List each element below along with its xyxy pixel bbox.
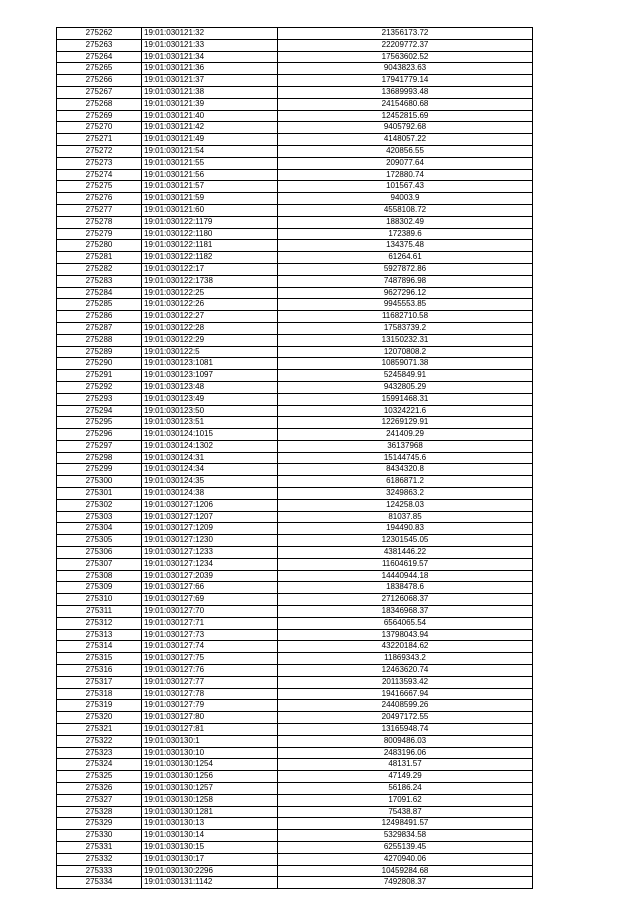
table-row — [57, 783, 533, 795]
cadastral-value: 17091.62 — [278, 794, 533, 806]
table-row — [57, 865, 533, 877]
cadastral-number: 19:01:030127:70 — [142, 606, 278, 618]
cadastral-number: 19:01:030121:56 — [142, 169, 278, 181]
table-row — [57, 853, 533, 865]
table-row — [57, 122, 533, 134]
row-number: 275301 — [57, 488, 142, 500]
cadastral-value: 2483196.06 — [278, 747, 533, 759]
row-number: 275308 — [57, 570, 142, 582]
cadastral-number: 19:01:030122:1180 — [142, 228, 278, 240]
cadastral-value: 4381446.22 — [278, 547, 533, 559]
cadastral-value: 15991468.31 — [278, 393, 533, 405]
row-number: 275266 — [57, 75, 142, 87]
table-row — [57, 263, 533, 275]
cadastral-value: 7492808.37 — [278, 877, 533, 889]
row-number: 275307 — [57, 558, 142, 570]
cadastral-value: 21356173.72 — [278, 28, 533, 40]
table-row — [57, 818, 533, 830]
row-number: 275274 — [57, 169, 142, 181]
table-row — [57, 193, 533, 205]
cadastral-value: 18346968.37 — [278, 606, 533, 618]
cadastral-value: 3249863.2 — [278, 488, 533, 500]
cadastral-number: 19:01:030130:1257 — [142, 783, 278, 795]
cadastral-value: 43220184.62 — [278, 641, 533, 653]
row-number: 275298 — [57, 452, 142, 464]
cadastral-number: 19:01:030123:1081 — [142, 358, 278, 370]
cadastral-value: 12269129.91 — [278, 417, 533, 429]
cadastral-value: 17583739.2 — [278, 322, 533, 334]
table-row — [57, 86, 533, 98]
table-row — [57, 841, 533, 853]
row-number: 275296 — [57, 429, 142, 441]
cadastral-number: 19:01:030122:28 — [142, 322, 278, 334]
table-row — [57, 547, 533, 559]
cadastral-value: 20497172.55 — [278, 712, 533, 724]
cadastral-value: 420856.55 — [278, 145, 533, 157]
table-row — [57, 735, 533, 747]
cadastral-number: 19:01:030127:66 — [142, 582, 278, 594]
cadastral-number: 19:01:030121:34 — [142, 51, 278, 63]
cadastral-number: 19:01:030127:1234 — [142, 558, 278, 570]
cadastral-number: 19:01:030122:1181 — [142, 240, 278, 252]
cadastral-value: 172880.74 — [278, 169, 533, 181]
table-row — [57, 28, 533, 40]
cadastral-value: 11682710.58 — [278, 311, 533, 323]
cadastral-value: 172389.6 — [278, 228, 533, 240]
table-row — [57, 63, 533, 75]
row-number: 275315 — [57, 653, 142, 665]
row-number: 275281 — [57, 252, 142, 264]
row-number: 275284 — [57, 287, 142, 299]
row-number: 275272 — [57, 145, 142, 157]
cadastral-value: 188302.49 — [278, 216, 533, 228]
table-row — [57, 676, 533, 688]
row-number: 275305 — [57, 535, 142, 547]
cadastral-number: 19:01:030130:1254 — [142, 759, 278, 771]
cadastral-value: 56186.24 — [278, 783, 533, 795]
cadastral-number: 19:01:030121:42 — [142, 122, 278, 134]
cadastral-value: 17941779.14 — [278, 75, 533, 87]
table-row — [57, 771, 533, 783]
row-number: 275287 — [57, 322, 142, 334]
table-row — [57, 417, 533, 429]
table-body — [57, 28, 533, 889]
cadastral-value: 94003.9 — [278, 193, 533, 205]
cadastral-value: 12301545.05 — [278, 535, 533, 547]
row-number: 275333 — [57, 865, 142, 877]
row-number: 275324 — [57, 759, 142, 771]
cadastral-number: 19:01:030123:49 — [142, 393, 278, 405]
row-number: 275306 — [57, 547, 142, 559]
cadastral-number: 19:01:030122:17 — [142, 263, 278, 275]
cadastral-number: 19:01:030127:79 — [142, 700, 278, 712]
cadastral-value: 12498491.57 — [278, 818, 533, 830]
row-number: 275277 — [57, 204, 142, 216]
table-row — [57, 98, 533, 110]
row-number: 275330 — [57, 830, 142, 842]
cadastral-number: 19:01:030127:80 — [142, 712, 278, 724]
row-number: 275264 — [57, 51, 142, 63]
table-row — [57, 370, 533, 382]
cadastral-value: 75438.87 — [278, 806, 533, 818]
row-number: 275320 — [57, 712, 142, 724]
cadastral-value: 14440944.18 — [278, 570, 533, 582]
row-number: 275278 — [57, 216, 142, 228]
table-row — [57, 511, 533, 523]
cadastral-value: 12070808.2 — [278, 346, 533, 358]
cadastral-number: 19:01:030127:1209 — [142, 523, 278, 535]
cadastral-number: 19:01:030130:10 — [142, 747, 278, 759]
cadastral-value: 9945553.85 — [278, 299, 533, 311]
cadastral-number: 19:01:030122:26 — [142, 299, 278, 311]
row-number: 275293 — [57, 393, 142, 405]
cadastral-number: 19:01:030127:74 — [142, 641, 278, 653]
cadastral-value: 47149.29 — [278, 771, 533, 783]
cadastral-value: 11604619.57 — [278, 558, 533, 570]
cadastral-number: 19:01:030130:1281 — [142, 806, 278, 818]
cadastral-value: 10859071.38 — [278, 358, 533, 370]
table-row — [57, 75, 533, 87]
cadastral-value: 10459284.68 — [278, 865, 533, 877]
cadastral-value: 27126068.37 — [278, 594, 533, 606]
row-number: 275323 — [57, 747, 142, 759]
row-number: 275316 — [57, 665, 142, 677]
row-number: 275312 — [57, 617, 142, 629]
cadastral-number: 19:01:030121:37 — [142, 75, 278, 87]
table-row — [57, 535, 533, 547]
cadastral-value: 36137968 — [278, 440, 533, 452]
row-number: 275262 — [57, 28, 142, 40]
table-row — [57, 405, 533, 417]
cadastral-value: 24408599.26 — [278, 700, 533, 712]
row-number: 275314 — [57, 641, 142, 653]
cadastral-value: 134375.48 — [278, 240, 533, 252]
cadastral-value: 4270940.06 — [278, 853, 533, 865]
cadastral-number: 19:01:030130:15 — [142, 841, 278, 853]
cadastral-number: 19:01:030122:25 — [142, 287, 278, 299]
table-row — [57, 429, 533, 441]
cadastral-number: 19:01:030127:71 — [142, 617, 278, 629]
cadastral-number: 19:01:030130:14 — [142, 830, 278, 842]
row-number: 275304 — [57, 523, 142, 535]
table-row — [57, 393, 533, 405]
cadastral-number: 19:01:030123:48 — [142, 381, 278, 393]
cadastral-value: 13150232.31 — [278, 334, 533, 346]
row-number: 275319 — [57, 700, 142, 712]
table-row — [57, 358, 533, 370]
cadastral-value: 4148057.22 — [278, 134, 533, 146]
cadastral-value: 101567.43 — [278, 181, 533, 193]
cadastral-number: 19:01:030121:32 — [142, 28, 278, 40]
cadastral-value: 7487896.98 — [278, 275, 533, 287]
cadastral-value: 11869343.2 — [278, 653, 533, 665]
cadastral-number: 19:01:030127:2039 — [142, 570, 278, 582]
cadastral-number: 19:01:030130:1258 — [142, 794, 278, 806]
table-row — [57, 51, 533, 63]
table-row — [57, 216, 533, 228]
cadastral-value: 5927872.86 — [278, 263, 533, 275]
row-number: 275332 — [57, 853, 142, 865]
row-number: 275283 — [57, 275, 142, 287]
cadastral-value: 194490.83 — [278, 523, 533, 535]
cadastral-number: 19:01:030127:73 — [142, 629, 278, 641]
table-row — [57, 346, 533, 358]
table-row — [57, 759, 533, 771]
table-row — [57, 617, 533, 629]
table-row — [57, 747, 533, 759]
table-row — [57, 724, 533, 736]
table-row — [57, 287, 533, 299]
cadastral-number: 19:01:030122:1738 — [142, 275, 278, 287]
row-number: 275270 — [57, 122, 142, 134]
table-row — [57, 606, 533, 618]
table-row — [57, 806, 533, 818]
table-row — [57, 311, 533, 323]
cadastral-value: 13689993.48 — [278, 86, 533, 98]
cadastral-number: 19:01:030121:39 — [142, 98, 278, 110]
cadastral-number: 19:01:030121:55 — [142, 157, 278, 169]
table-row — [57, 629, 533, 641]
table-row — [57, 145, 533, 157]
cadastral-number: 19:01:030127:69 — [142, 594, 278, 606]
cadastral-value: 1838478.6 — [278, 582, 533, 594]
cadastral-number: 19:01:030121:36 — [142, 63, 278, 75]
table-row — [57, 134, 533, 146]
cadastral-value: 12463620.74 — [278, 665, 533, 677]
row-number: 275282 — [57, 263, 142, 275]
cadastral-number: 19:01:030127:1206 — [142, 499, 278, 511]
row-number: 275290 — [57, 358, 142, 370]
cadastral-number: 19:01:030124:34 — [142, 464, 278, 476]
table-row — [57, 169, 533, 181]
table-row — [57, 712, 533, 724]
cadastral-number: 19:01:030130:1 — [142, 735, 278, 747]
row-number: 275318 — [57, 688, 142, 700]
row-number: 275303 — [57, 511, 142, 523]
row-number: 275289 — [57, 346, 142, 358]
row-number: 275327 — [57, 794, 142, 806]
cadastral-value: 17563602.52 — [278, 51, 533, 63]
row-number: 275276 — [57, 193, 142, 205]
row-number: 275294 — [57, 405, 142, 417]
row-number: 275269 — [57, 110, 142, 122]
cadastral-number: 19:01:030127:78 — [142, 688, 278, 700]
row-number: 275325 — [57, 771, 142, 783]
table-row — [57, 499, 533, 511]
cadastral-value: 124258.03 — [278, 499, 533, 511]
table-row — [57, 594, 533, 606]
row-number: 275329 — [57, 818, 142, 830]
cadastral-number: 19:01:030124:1302 — [142, 440, 278, 452]
cadastral-number: 19:01:030121:40 — [142, 110, 278, 122]
cadastral-number: 19:01:030122:27 — [142, 311, 278, 323]
row-number: 275311 — [57, 606, 142, 618]
cadastral-value: 12452815.69 — [278, 110, 533, 122]
table-row — [57, 488, 533, 500]
row-number: 275273 — [57, 157, 142, 169]
table-row — [57, 157, 533, 169]
table-row — [57, 452, 533, 464]
cadastral-value: 24154680.68 — [278, 98, 533, 110]
table-row — [57, 700, 533, 712]
cadastral-value: 9432805.29 — [278, 381, 533, 393]
row-number: 275263 — [57, 39, 142, 51]
row-number: 275295 — [57, 417, 142, 429]
table-row — [57, 240, 533, 252]
table-row — [57, 570, 533, 582]
row-number: 275322 — [57, 735, 142, 747]
cadastral-value: 8434320.8 — [278, 464, 533, 476]
cadastral-number: 19:01:030122:1179 — [142, 216, 278, 228]
row-number: 275292 — [57, 381, 142, 393]
table-row — [57, 877, 533, 889]
cadastral-value: 5329834.58 — [278, 830, 533, 842]
cadastral-number: 19:01:030127:1207 — [142, 511, 278, 523]
cadastral-number: 19:01:030130:17 — [142, 853, 278, 865]
table-row — [57, 204, 533, 216]
cadastral-number: 19:01:030121:49 — [142, 134, 278, 146]
cadastral-number: 19:01:030127:76 — [142, 665, 278, 677]
cadastral-number: 19:01:030121:57 — [142, 181, 278, 193]
row-number: 275300 — [57, 476, 142, 488]
cadastral-number: 19:01:030124:35 — [142, 476, 278, 488]
cadastral-value: 5245849.91 — [278, 370, 533, 382]
cadastral-value: 241409.29 — [278, 429, 533, 441]
table-row — [57, 653, 533, 665]
table-row — [57, 582, 533, 594]
table-row — [57, 228, 533, 240]
table-row — [57, 334, 533, 346]
cadastral-number: 19:01:030127:77 — [142, 676, 278, 688]
table-row — [57, 381, 533, 393]
cadastral-number: 19:01:030130:13 — [142, 818, 278, 830]
cadastral-number: 19:01:030122:29 — [142, 334, 278, 346]
cadastral-value: 8009486.03 — [278, 735, 533, 747]
cadastral-number: 19:01:030127:75 — [142, 653, 278, 665]
cadastral-value: 9627296.12 — [278, 287, 533, 299]
cadastral-value: 15144745.6 — [278, 452, 533, 464]
cadastral-value: 209077.64 — [278, 157, 533, 169]
cadastral-value: 13165948.74 — [278, 724, 533, 736]
table-row — [57, 39, 533, 51]
cadastral-value: 9043823.63 — [278, 63, 533, 75]
cadastral-value: 19416667.94 — [278, 688, 533, 700]
cadastral-value: 13798043.94 — [278, 629, 533, 641]
table-row — [57, 641, 533, 653]
row-number: 275297 — [57, 440, 142, 452]
table-row — [57, 688, 533, 700]
cadastral-number: 19:01:030123:1097 — [142, 370, 278, 382]
row-number: 275285 — [57, 299, 142, 311]
row-number: 275302 — [57, 499, 142, 511]
cadastral-number: 19:01:030124:1015 — [142, 429, 278, 441]
row-number: 275268 — [57, 98, 142, 110]
table-row — [57, 110, 533, 122]
row-number: 275288 — [57, 334, 142, 346]
cadastral-value: 10324221.6 — [278, 405, 533, 417]
cadastral-value: 20113593.42 — [278, 676, 533, 688]
row-number: 275328 — [57, 806, 142, 818]
cadastral-number: 19:01:030130:1256 — [142, 771, 278, 783]
cadastral-number: 19:01:030127:1230 — [142, 535, 278, 547]
row-number: 275280 — [57, 240, 142, 252]
row-number: 275265 — [57, 63, 142, 75]
cadastral-number: 19:01:030130:2296 — [142, 865, 278, 877]
cadastral-number: 19:01:030123:51 — [142, 417, 278, 429]
table-row — [57, 322, 533, 334]
row-number: 275310 — [57, 594, 142, 606]
row-number: 275279 — [57, 228, 142, 240]
cadastral-value: 61264.61 — [278, 252, 533, 264]
table-row — [57, 252, 533, 264]
row-number: 275334 — [57, 877, 142, 889]
table-row — [57, 665, 533, 677]
row-number: 275313 — [57, 629, 142, 641]
table-row — [57, 523, 533, 535]
cadastral-value: 81037.85 — [278, 511, 533, 523]
table-row — [57, 299, 533, 311]
table-row — [57, 464, 533, 476]
cadastral-number: 19:01:030131:1142 — [142, 877, 278, 889]
row-number: 275267 — [57, 86, 142, 98]
cadastral-number: 19:01:030121:54 — [142, 145, 278, 157]
cadastral-value: 4558108.72 — [278, 204, 533, 216]
row-number: 275299 — [57, 464, 142, 476]
table-row — [57, 830, 533, 842]
cadastral-number: 19:01:030123:50 — [142, 405, 278, 417]
row-number: 275331 — [57, 841, 142, 853]
cadastral-number: 19:01:030121:59 — [142, 193, 278, 205]
cadastral-number: 19:01:030122:5 — [142, 346, 278, 358]
table-row — [57, 558, 533, 570]
cadastral-number: 19:01:030121:60 — [142, 204, 278, 216]
cadastral-number: 19:01:030122:1182 — [142, 252, 278, 264]
row-number: 275321 — [57, 724, 142, 736]
row-number: 275275 — [57, 181, 142, 193]
cadastral-value: 6564065.54 — [278, 617, 533, 629]
row-number: 275317 — [57, 676, 142, 688]
cadastral-value: 48131.57 — [278, 759, 533, 771]
cadastral-value: 6186871.2 — [278, 476, 533, 488]
cadastral-number: 19:01:030121:38 — [142, 86, 278, 98]
cadastral-number: 19:01:030127:81 — [142, 724, 278, 736]
table-row — [57, 181, 533, 193]
cadastral-value: 6255139.45 — [278, 841, 533, 853]
cadastral-value: 22209772.37 — [278, 39, 533, 51]
table-row — [57, 794, 533, 806]
cadastral-number: 19:01:030124:38 — [142, 488, 278, 500]
row-number: 275286 — [57, 311, 142, 323]
table-row — [57, 440, 533, 452]
cadastral-number: 19:01:030121:33 — [142, 39, 278, 51]
table-row — [57, 476, 533, 488]
cadastral-value: 9405792.68 — [278, 122, 533, 134]
table-row — [57, 275, 533, 287]
row-number: 275271 — [57, 134, 142, 146]
cadastral-value-table — [56, 27, 533, 889]
cadastral-number: 19:01:030127:1233 — [142, 547, 278, 559]
row-number: 275291 — [57, 370, 142, 382]
row-number: 275309 — [57, 582, 142, 594]
cadastral-number: 19:01:030124:31 — [142, 452, 278, 464]
row-number: 275326 — [57, 783, 142, 795]
